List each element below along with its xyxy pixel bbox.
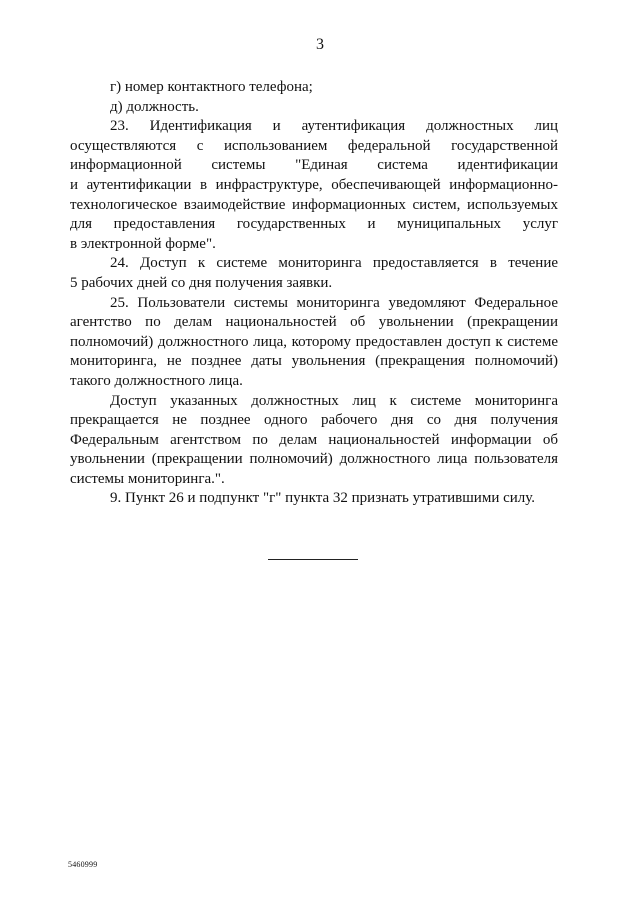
paragraph-24-line: 24. Доступ к системе мониторинга предоставляется в течение [110, 255, 558, 272]
end-separator-line [268, 559, 358, 560]
item-g [70, 78, 558, 98]
paragraph-access-line: системы мониторинга.". [70, 470, 225, 487]
paragraph-access-line: Федеральным агентством по делам национальностей информации об [70, 431, 558, 448]
paragraph-25-line: 25. Пользователи системы мониторинга уведомляют Федеральное [110, 294, 558, 311]
item-d-text: д) должность. [110, 98, 199, 115]
paragraph-access-line: увольнении (прекращении полномочий) должностного лица пользователя [70, 451, 558, 468]
paragraph-23 [70, 117, 558, 254]
item-d [70, 98, 558, 118]
paragraph-23-line: в электронной форме". [70, 235, 216, 252]
paragraph-25-line: такого должностного лица. [70, 372, 243, 389]
paragraph-23-line: и аутентификации в инфраструктуре, обеспечивающей информационно- [70, 176, 558, 193]
paragraph-access-line: Доступ указанных должностных лиц к системе мониторинга [110, 392, 558, 409]
paragraph-access-termination [70, 392, 558, 490]
paragraph-access-line: прекращается не позднее одного рабочего дня со дня получения [70, 412, 558, 429]
page-number: 3 [316, 36, 324, 53]
paragraph-25-line: мониторинга, не позднее даты увольнения (прекращения полномочий) [70, 353, 558, 370]
paragraph-23-line: технологическое взаимодействие информационных систем, используемых [70, 196, 558, 213]
paragraph-23-line: 23. Идентификация и аутентификация должностных лиц [110, 118, 558, 135]
document-code: 5460999 [68, 860, 98, 869]
paragraph-9-text: 9. Пункт 26 и подпункт "г" пункта 32 признать утратившими силу. [110, 490, 536, 507]
item-g-text: г) номер контактного телефона; [110, 79, 313, 95]
paragraph-9 [70, 489, 558, 509]
document-body [70, 78, 558, 509]
paragraph-23-line: информационной системы "Единая система идентификации [70, 157, 558, 174]
paragraph-25-line: полномочий) должностного лица, которому предоставлен доступ к системе [70, 333, 558, 350]
paragraph-25-line: агентство по делам национальностей об увольнении (прекращении [70, 314, 558, 331]
paragraph-25 [70, 294, 558, 392]
paragraph-23-line: для предоставления государственных и муниципальных услуг [70, 216, 558, 233]
paragraph-24 [70, 254, 558, 293]
paragraph-24-line: 5 рабочих дней со дня получения заявки. [70, 274, 333, 291]
paragraph-23-line: осуществляются с использованием федеральной государственной [70, 137, 558, 154]
